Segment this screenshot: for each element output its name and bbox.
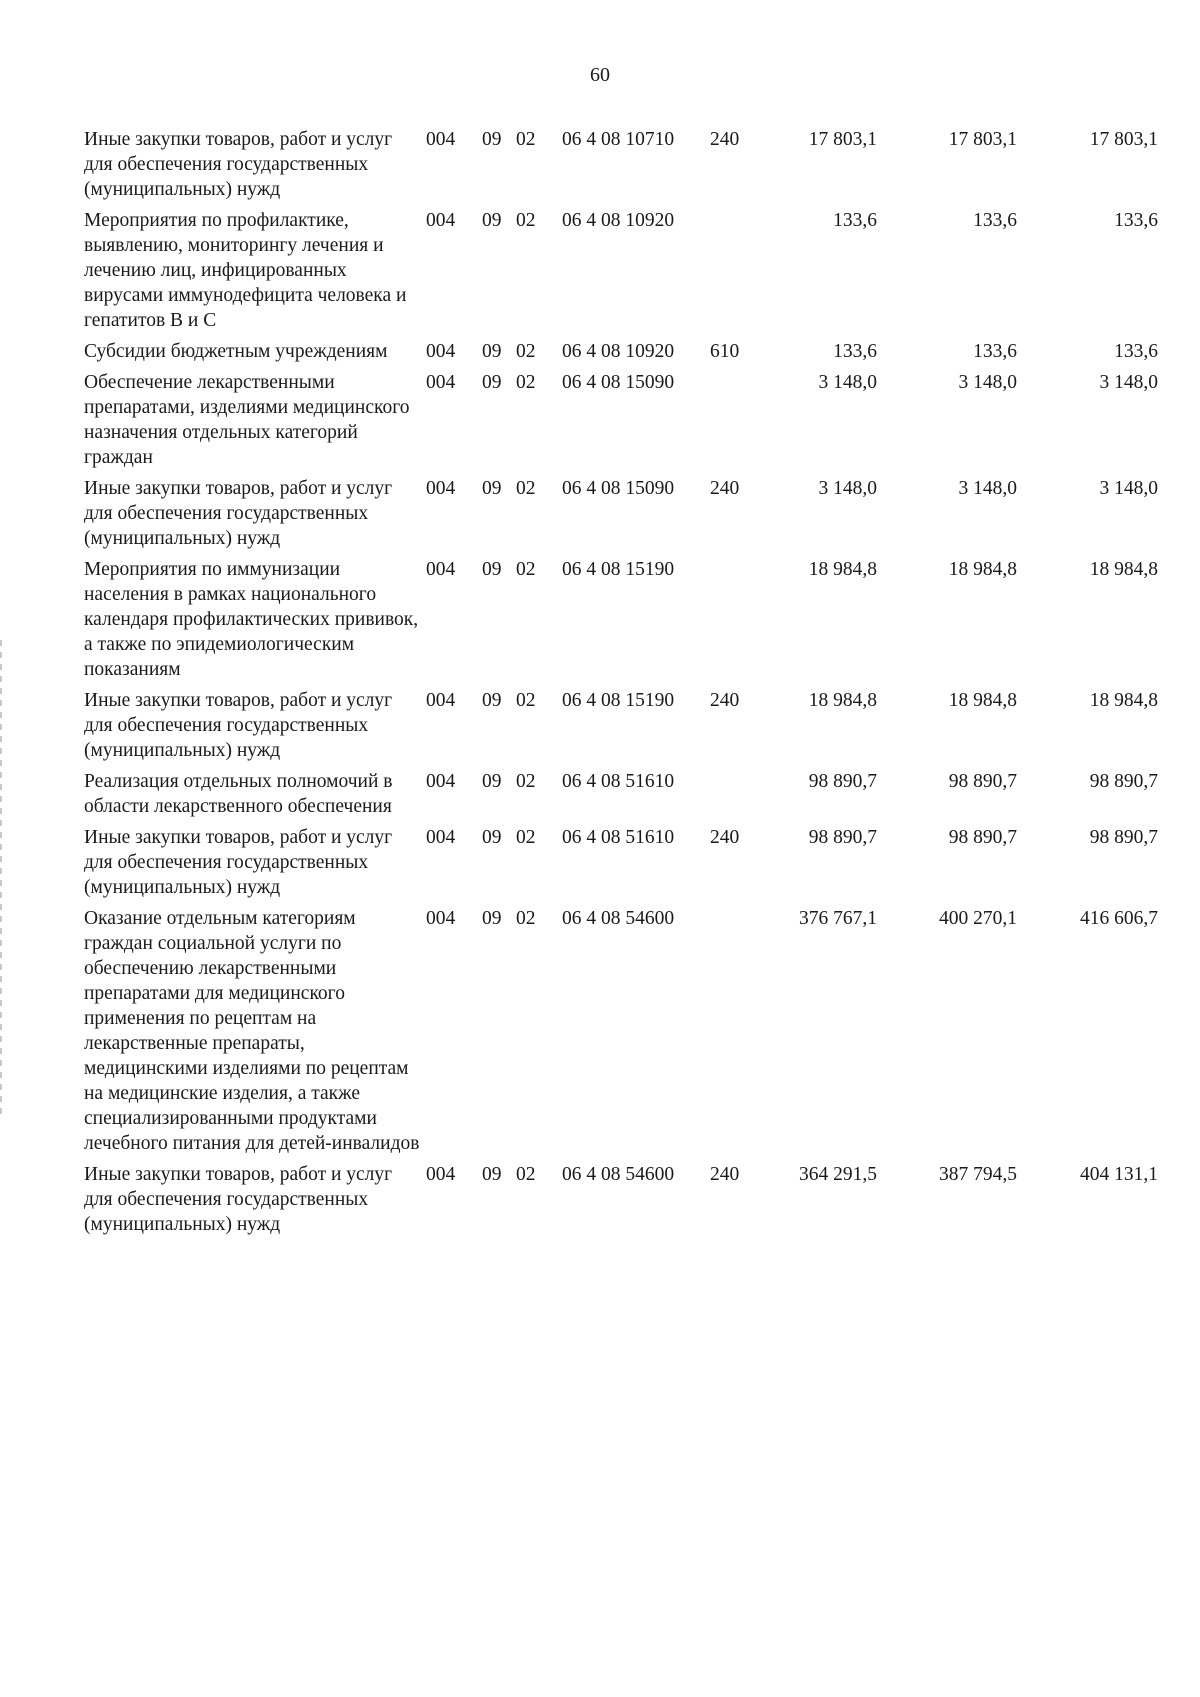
table-row: [84, 208, 1174, 333]
row-name: Иные закупки товаров, работ и услуг для обеспечения государственных (муниципальных) нужд: [84, 129, 393, 200]
row-sum-year-2: 3 148,0: [958, 372, 1017, 393]
row-sum-year-2: 387 794,5: [939, 1164, 1017, 1185]
row-expense-type: 240: [710, 129, 740, 150]
row-target-article: 06 4 08 10710: [562, 129, 675, 150]
row-subsection-code: 02: [516, 210, 536, 231]
row-sum-year-1: 364 291,5: [799, 1164, 877, 1185]
row-ved-code: 004: [426, 827, 456, 848]
row-subsection-code: 02: [516, 771, 536, 792]
row-name: Мероприятия по иммунизации населения в рамках национального календаря профилактических прививок, а также по эпидемиологическим показаниям: [84, 559, 419, 680]
row-subsection-code: 02: [516, 908, 536, 929]
row-ved-code: 004: [426, 559, 456, 580]
row-subsection-code: 02: [516, 559, 536, 580]
scan-edge-mark: [0, 640, 2, 1120]
table-row: [84, 370, 1174, 470]
row-sum-year-3: 98 890,7: [1089, 771, 1158, 792]
row-section-code: 09: [482, 690, 502, 711]
row-sum-year-2: 400 270,1: [939, 908, 1017, 929]
row-ved-code: 004: [426, 771, 456, 792]
row-target-article: 06 4 08 15090: [562, 478, 675, 499]
table-row: [84, 476, 1174, 551]
row-sum-year-2: 18 984,8: [948, 559, 1017, 580]
row-target-article: 06 4 08 51610: [562, 827, 675, 848]
row-target-article: 06 4 08 15090: [562, 372, 675, 393]
row-subsection-code: 02: [516, 341, 536, 362]
row-ved-code: 004: [426, 129, 456, 150]
row-subsection-code: 02: [516, 827, 536, 848]
row-sum-year-1: 133,6: [833, 210, 877, 231]
row-name: Мероприятия по профилактике, выявлению, мониторингу лечения и лечению лиц, инфицированных вирусами иммунодефицита человека и гепатитов В и С: [84, 210, 407, 331]
row-sum-year-1: 376 767,1: [799, 908, 877, 929]
row-sum-year-3: 133,6: [1114, 210, 1158, 231]
row-ved-code: 004: [426, 1164, 456, 1185]
row-ved-code: 004: [426, 908, 456, 929]
row-subsection-code: 02: [516, 690, 536, 711]
row-expense-type: 240: [710, 478, 740, 499]
budget-table: [84, 127, 1174, 1243]
row-sum-year-3: 133,6: [1114, 341, 1158, 362]
row-sum-year-1: 98 890,7: [808, 827, 877, 848]
row-target-article: 06 4 08 15190: [562, 690, 675, 711]
row-name: Иные закупки товаров, работ и услуг для обеспечения государственных (муниципальных) нужд: [84, 690, 393, 761]
row-sum-year-3: 98 890,7: [1089, 827, 1158, 848]
row-sum-year-3: 18 984,8: [1089, 559, 1158, 580]
row-subsection-code: 02: [516, 372, 536, 393]
row-sum-year-1: 17 803,1: [808, 129, 877, 150]
row-target-article: 06 4 08 54600: [562, 1164, 675, 1185]
row-target-article: 06 4 08 54600: [562, 908, 675, 929]
table-row: [84, 1162, 1174, 1237]
row-sum-year-1: 18 984,8: [808, 559, 877, 580]
row-subsection-code: 02: [516, 129, 536, 150]
row-name: Субсидии бюджетным учреждениям: [84, 341, 388, 362]
row-section-code: 09: [482, 372, 502, 393]
row-expense-type: 240: [710, 1164, 740, 1185]
row-sum-year-1: 98 890,7: [808, 771, 877, 792]
row-section-code: 09: [482, 771, 502, 792]
row-sum-year-2: 98 890,7: [948, 827, 1017, 848]
row-target-article: 06 4 08 15190: [562, 559, 675, 580]
row-subsection-code: 02: [516, 1164, 536, 1185]
row-subsection-code: 02: [516, 478, 536, 499]
row-expense-type: 240: [710, 827, 740, 848]
row-sum-year-3: 17 803,1: [1089, 129, 1158, 150]
row-sum-year-2: 18 984,8: [948, 690, 1017, 711]
row-name: Обеспечение лекарственными препаратами, изделиями медицинского назначения отдельных категорий граждан: [84, 372, 410, 468]
row-name: Иные закупки товаров, работ и услуг для обеспечения государственных (муниципальных) нужд: [84, 1164, 393, 1235]
table-row: [84, 339, 1174, 364]
table-row: [84, 127, 1174, 202]
row-section-code: 09: [482, 827, 502, 848]
row-section-code: 09: [482, 559, 502, 580]
table-row: [84, 557, 1174, 682]
row-expense-type: 240: [710, 690, 740, 711]
table-row: [84, 825, 1174, 900]
row-name: Оказание отдельным категориям граждан социальной услуги по обеспечению лекарственными препаратами для медицинского применения по рецептам на лекарственные препараты, медицинскими изделиями по рецептам на медицинские изделия, а также специализированными продуктами лечебного питания для детей-инвалидов: [84, 908, 420, 1154]
row-section-code: 09: [482, 129, 502, 150]
row-ved-code: 004: [426, 478, 456, 499]
row-name: Реализация отдельных полномочий в области лекарственного обеспечения: [84, 771, 393, 817]
row-section-code: 09: [482, 210, 502, 231]
row-sum-year-1: 3 148,0: [818, 372, 877, 393]
row-section-code: 09: [482, 341, 502, 362]
row-sum-year-2: 17 803,1: [948, 129, 1017, 150]
row-sum-year-3: 3 148,0: [1099, 372, 1158, 393]
row-sum-year-3: 3 148,0: [1099, 478, 1158, 499]
table-row: [84, 906, 1174, 1156]
row-ved-code: 004: [426, 372, 456, 393]
row-target-article: 06 4 08 10920: [562, 210, 675, 231]
row-expense-type: 610: [710, 341, 740, 362]
row-sum-year-1: 3 148,0: [818, 478, 877, 499]
row-sum-year-2: 133,6: [973, 341, 1017, 362]
row-name: Иные закупки товаров, работ и услуг для обеспечения государственных (муниципальных) нужд: [84, 478, 393, 549]
row-ved-code: 004: [426, 210, 456, 231]
row-target-article: 06 4 08 51610: [562, 771, 675, 792]
row-target-article: 06 4 08 10920: [562, 341, 675, 362]
row-sum-year-2: 3 148,0: [958, 478, 1017, 499]
row-ved-code: 004: [426, 341, 456, 362]
row-sum-year-3: 416 606,7: [1080, 908, 1158, 929]
page-number: 60: [590, 64, 610, 86]
row-sum-year-2: 98 890,7: [948, 771, 1017, 792]
row-section-code: 09: [482, 1164, 502, 1185]
row-sum-year-3: 18 984,8: [1089, 690, 1158, 711]
row-sum-year-1: 18 984,8: [808, 690, 877, 711]
row-sum-year-2: 133,6: [973, 210, 1017, 231]
row-ved-code: 004: [426, 690, 456, 711]
table-row: [84, 769, 1174, 819]
table-row: [84, 688, 1174, 763]
row-sum-year-1: 133,6: [833, 341, 877, 362]
row-section-code: 09: [482, 908, 502, 929]
row-section-code: 09: [482, 478, 502, 499]
row-sum-year-3: 404 131,1: [1080, 1164, 1158, 1185]
row-name: Иные закупки товаров, работ и услуг для обеспечения государственных (муниципальных) нужд: [84, 827, 393, 898]
